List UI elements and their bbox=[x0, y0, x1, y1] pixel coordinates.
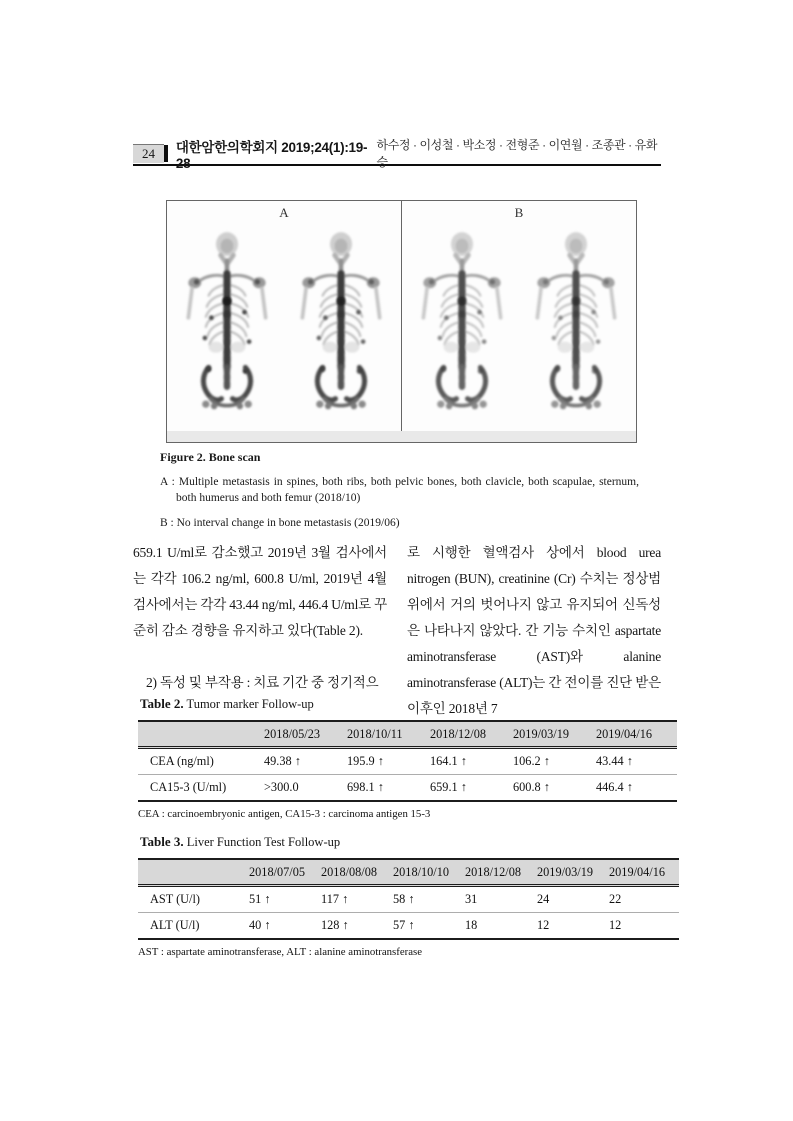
table-row-label: AST (U/l) bbox=[138, 886, 247, 913]
table-cell: 164.1 ↑ bbox=[428, 748, 511, 775]
figure-2-bone-scan bbox=[166, 200, 637, 443]
bone-scan-posterior-2019-icon bbox=[530, 225, 622, 427]
header-divider-bar bbox=[164, 145, 168, 162]
table-3-footnote: AST : aspartate aminotransferase, ALT : alanine aminotransferase bbox=[138, 946, 423, 958]
journal-title: 대한암한의학회지 2019;24(1):19-28 bbox=[175, 140, 368, 171]
table-cell: 128 ↑ bbox=[319, 913, 391, 940]
table-cell: 12 bbox=[607, 913, 679, 940]
table-cell: 446.4 ↑ bbox=[594, 775, 677, 802]
table-row-label: ALT (U/l) bbox=[138, 913, 247, 940]
figure-caption-b: B : No interval change in bone metastasis (2019/06) bbox=[160, 516, 400, 529]
table-header-cell: 2018/07/05 bbox=[247, 859, 319, 886]
table-row-label: CA15-3 (U/ml) bbox=[138, 775, 262, 802]
table-header-cell: 2019/03/19 bbox=[511, 721, 594, 748]
table-2-block bbox=[138, 696, 655, 820]
panel-a-label: A bbox=[279, 205, 289, 220]
running-head bbox=[133, 138, 661, 171]
bone-scan-posterior-2018-icon bbox=[295, 225, 387, 427]
panel-b-scans bbox=[402, 225, 636, 427]
table-header-cell: 2018/05/23 bbox=[262, 721, 345, 748]
table-cell: 18 bbox=[463, 913, 535, 940]
liver-function-table bbox=[138, 858, 679, 940]
table-cell: 195.9 ↑ bbox=[345, 748, 428, 775]
table-header-cell: 2018/10/10 bbox=[391, 859, 463, 886]
table-cell: 12 bbox=[535, 913, 607, 940]
table-cell: 51 ↑ bbox=[247, 886, 319, 913]
body-text-columns bbox=[133, 540, 661, 722]
table-header-cell: 2019/04/16 bbox=[594, 721, 677, 748]
table-header-cell bbox=[138, 721, 262, 748]
table-2-footnote: CEA : carcinoembryonic antigen, CA15-3 : carcinoma antigen 15-3 bbox=[138, 808, 431, 820]
body-right-column bbox=[407, 540, 661, 722]
table-header-cell: 2018/10/11 bbox=[345, 721, 428, 748]
table-3-label: Table 3. bbox=[140, 834, 184, 849]
table-3-title bbox=[140, 834, 655, 850]
table-cell: 698.1 ↑ bbox=[345, 775, 428, 802]
table-2-title bbox=[140, 696, 655, 712]
table-3-block bbox=[138, 834, 666, 958]
table-cell: 57 ↑ bbox=[391, 913, 463, 940]
table-cell: 31 bbox=[463, 886, 535, 913]
table-cell: 106.2 ↑ bbox=[511, 748, 594, 775]
panel-b-label: B bbox=[514, 205, 524, 220]
table-row bbox=[138, 775, 677, 802]
table-row-label: CEA (ng/ml) bbox=[138, 748, 262, 775]
figure-panel-b bbox=[402, 201, 636, 442]
figure-caption bbox=[160, 449, 639, 539]
table-cell: 600.8 ↑ bbox=[511, 775, 594, 802]
table-2-label: Table 2. bbox=[140, 696, 184, 711]
table-row bbox=[138, 913, 679, 940]
table-header-row bbox=[138, 859, 679, 886]
page-number: 24 bbox=[133, 144, 164, 163]
authors-line: 하수정 · 이성철 · 박소정 · 전형준 · 이연월 · 조종관 · 유화승 bbox=[376, 138, 658, 169]
table-header-cell: 2018/12/08 bbox=[428, 721, 511, 748]
table-header-cell: 2019/04/16 bbox=[607, 859, 679, 886]
figure-panel-a bbox=[167, 201, 402, 442]
table-3-title-text: Liver Function Test Follow-up bbox=[183, 835, 341, 849]
tumor-marker-table bbox=[138, 720, 677, 802]
bone-scan-anterior-2018-icon bbox=[181, 225, 273, 427]
table-cell: 117 ↑ bbox=[319, 886, 391, 913]
table-row bbox=[138, 886, 679, 913]
table-cell: 24 bbox=[535, 886, 607, 913]
table-2-title-text: Tumor marker Follow-up bbox=[183, 697, 314, 711]
table-row bbox=[138, 748, 677, 775]
body-left-column bbox=[133, 540, 387, 722]
table-cell: 43.44 ↑ bbox=[594, 748, 677, 775]
table-header-cell: 2018/12/08 bbox=[463, 859, 535, 886]
figure-caption-a: A : Multiple metastasis in spines, both ribs, both pelvic bones, both clavicle, both scapulae, sternum, both humerus and both femur (2018/10) bbox=[160, 475, 639, 504]
table-header-cell: 2019/03/19 bbox=[535, 859, 607, 886]
panel-a-scans bbox=[167, 225, 401, 427]
figure-caption-title: Figure 2. Bone scan bbox=[160, 450, 261, 464]
bone-scan-anterior-2019-icon bbox=[416, 225, 508, 427]
table-cell: >300.0 bbox=[262, 775, 345, 802]
table-cell: 659.1 ↑ bbox=[428, 775, 511, 802]
table-header-cell bbox=[138, 859, 247, 886]
scan-film-bottom-strip bbox=[167, 431, 636, 442]
body-paragraph: 659.1 U/ml로 감소했고 2019년 3월 검사에서는 각각 106.2 ng/ml, 600.8 U/ml, 2019년 4월 검사에서는 각각 43.44 ng/ml, 446.4 U/ml로 꾸준히 감소 경향을 유지하고 있다(Table 2). bbox=[133, 545, 387, 638]
table-cell: 22 bbox=[607, 886, 679, 913]
body-paragraph: 2) 독성 및 부작용 : 치료 기간 중 정기적으 bbox=[146, 675, 379, 690]
table-cell: 58 ↑ bbox=[391, 886, 463, 913]
table-cell: 49.38 ↑ bbox=[262, 748, 345, 775]
table-header-row bbox=[138, 721, 677, 748]
table-cell: 40 ↑ bbox=[247, 913, 319, 940]
table-header-cell: 2018/08/08 bbox=[319, 859, 391, 886]
body-paragraph: 로 시행한 혈액검사 상에서 blood urea nitrogen (BUN), creatinine (Cr) 수치는 정상범위에서 거의 벗어나지 않고 유지되어 신독성은 나타나지 않았다. 간 기능 수치인 aspartate aminotransferase (AST)와 alanine aminotransferase (ALT)는 간 전이를 진단 받은 이후인 2018년 7 bbox=[407, 545, 661, 716]
